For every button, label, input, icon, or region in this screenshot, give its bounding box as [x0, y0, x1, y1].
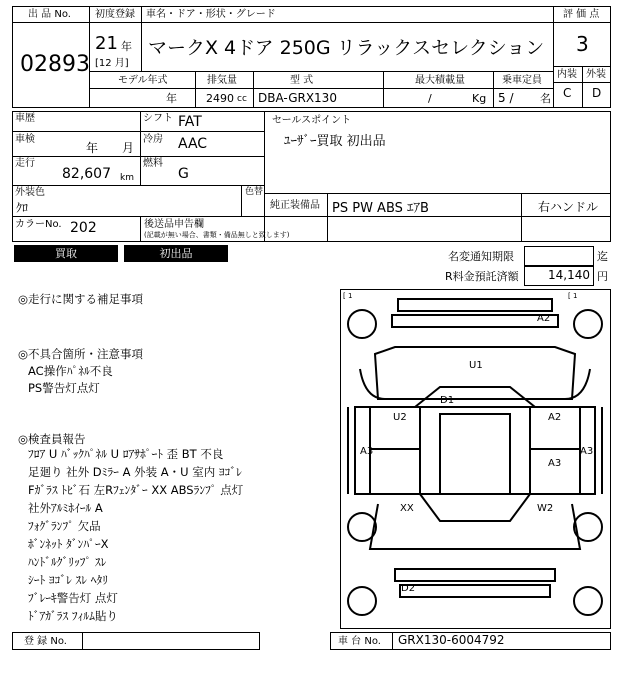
inspector-item: ﾌﾛｱ U ﾊﾞｯｸﾊﾟﾈﾙ U ﾛｱｻﾎﾟｰﾄ 歪 BT 不良 [28, 447, 224, 461]
deadline-value-box [524, 246, 594, 266]
inspection-month: 月 [122, 141, 135, 155]
reg-year-unit: 年 [121, 40, 132, 53]
type-value: DBA-GRX130 [258, 91, 337, 105]
fuel-label: 燃料 [143, 158, 163, 169]
mileage-unit: km [120, 173, 134, 183]
reg-year: 21 [95, 33, 118, 54]
recycle-label: R料金預託済額 [445, 270, 519, 283]
mark-d1: D1 [440, 395, 455, 406]
sales-point-text: ﾕｰｻﾞｰ買取 初出品 [284, 134, 386, 149]
inspector-item: 足廻り 社外 Dﾐﾗｰ A 外装 A・U 室内 ﾖｺﾞﾚ [28, 465, 242, 479]
car-name-label: 車名・ドア・形状・グレード [146, 9, 276, 20]
mileage-label: 走行 [15, 158, 35, 169]
aftermarket-label: 後送品申告欄 [144, 219, 204, 230]
inspector-item: 社外ｱﾙﾐﾎｲｰﾙ A [28, 501, 103, 515]
equipment-value: PS PW ABS ｴｱB [332, 201, 429, 216]
inspector-item: Fｶﾞﾗｽ ﾄﾋﾞ石 左Rﾌｪﾝﾀﾞｰ XX ABSﾗﾝﾌﾟ 点灯 [28, 483, 244, 497]
sales-point-label: セールスポイント [272, 115, 352, 126]
recycle-value: 14,140 [548, 268, 590, 282]
mark-d2: D2 [401, 583, 416, 594]
deadline-label: 名変通知期限 [448, 250, 514, 263]
score-label: 評 価 点 [563, 9, 600, 20]
recycle-unit: 円 [597, 270, 608, 283]
ac-value: AAC [178, 136, 208, 152]
type-label: 型 式 [290, 75, 314, 86]
ext-color-value: ｸﾛ [16, 201, 29, 215]
mark-a3-left: A3 [360, 446, 374, 457]
interior-grade: C [563, 86, 572, 100]
diagram-label-left: [ 1 [343, 292, 353, 300]
color-no-label: カラーNo. [15, 219, 62, 230]
inspector-item: ﾌｫｸﾞﾗﾝﾌﾟ 欠品 [28, 519, 101, 533]
mark-a3-right2: A3 [548, 458, 562, 469]
reg-no-label: 登 録 No. [24, 636, 67, 647]
load-label: 最大積載量 [415, 75, 465, 86]
car-name: マークX 4ドア 250G リラックスセレクション [148, 37, 545, 59]
capacity-unit: 名 [540, 92, 551, 105]
aftermarket-note: (記載が無い場合、書類・備品無しと致します) [144, 231, 290, 239]
inspection-label: 車検 [15, 134, 35, 145]
capacity-label: 乗車定員 [502, 75, 542, 86]
exterior-label: 外装 [586, 69, 606, 80]
defect-item: PS警告灯点灯 [28, 381, 100, 395]
handle-position: 右ハンドル [538, 200, 599, 214]
inspector-item: ﾊﾝﾄﾞﾙｸﾞﾘｯﾌﾟ ｽﾚ [28, 555, 107, 569]
inspection-year: 年 [86, 141, 99, 155]
model-year-label: モデル年式 [118, 75, 168, 86]
fuel-value: G [178, 166, 189, 182]
diagram-label-right: [ 1 [568, 292, 578, 300]
badge-buyback: 買取 [14, 245, 118, 262]
mark-w2: W2 [537, 503, 554, 514]
shift-label: シフト [143, 113, 173, 124]
inspector-item: ﾎﾞﾝﾈｯﾄ ﾀﾞﾝﾊﾟｰX [28, 537, 109, 551]
mark-u2: U2 [393, 412, 407, 423]
shift-value: FAT [178, 114, 202, 130]
car-outline [340, 289, 611, 629]
displacement-value: 2490 [206, 92, 234, 105]
color-no-value: 202 [70, 220, 97, 236]
mileage-value: 82,607 [62, 166, 111, 182]
lot-number: 02893 [20, 52, 90, 77]
ac-label: 冷房 [143, 134, 163, 145]
history-label: 車歴 [15, 113, 35, 124]
inspector-title: ◎検査員報告 [18, 432, 86, 446]
chassis-no-value: GRX130-6004792 [398, 633, 505, 647]
driving-notes-title: ◎走行に関する補足事項 [18, 292, 144, 306]
displacement-label: 排気量 [207, 75, 237, 86]
lot-label: 出 品 No. [28, 9, 71, 20]
mark-a3-right: A3 [580, 446, 594, 457]
chassis-no-label: 車 台 No. [338, 636, 381, 647]
load-slash: / [428, 92, 432, 105]
model-year-value: 年 [166, 92, 177, 105]
capacity-value: 5 / [498, 91, 514, 105]
badge-first-listing: 初出品 [124, 245, 228, 262]
first-reg-label: 初度登録 [95, 9, 135, 20]
equipment-label: 純正装備品 [270, 200, 320, 211]
defect-item: AC操作ﾊﾟﾈﾙ不良 [28, 364, 113, 378]
reg-month: [12 月] [95, 58, 129, 69]
mark-u1: U1 [469, 360, 483, 371]
interior-label: 内装 [557, 69, 577, 80]
exterior-grade: D [592, 86, 602, 100]
defects-title: ◎不具合箇所・注意事項 [18, 347, 144, 361]
displacement-unit: cc [237, 94, 247, 104]
mark-a2-top: A2 [537, 313, 551, 324]
mark-a2-right: A2 [548, 412, 562, 423]
repaint-label: 色替 [245, 187, 264, 197]
load-unit: Kg [472, 92, 487, 105]
inspector-item: ﾄﾞｱｶﾞﾗｽ ﾌｨﾙﾑ貼り [28, 609, 118, 623]
inspector-item: ｼｰﾄ ﾖｺﾞﾚ ｽﾚ ﾍﾀﾘ [28, 573, 108, 587]
inspector-item: ﾌﾞﾚｰｷ警告灯 点灯 [28, 591, 118, 605]
ext-color-label: 外装色 [15, 187, 45, 198]
score-value: 3 [576, 32, 589, 56]
deadline-unit: 迄 [597, 250, 608, 263]
mark-xx: XX [400, 503, 414, 514]
